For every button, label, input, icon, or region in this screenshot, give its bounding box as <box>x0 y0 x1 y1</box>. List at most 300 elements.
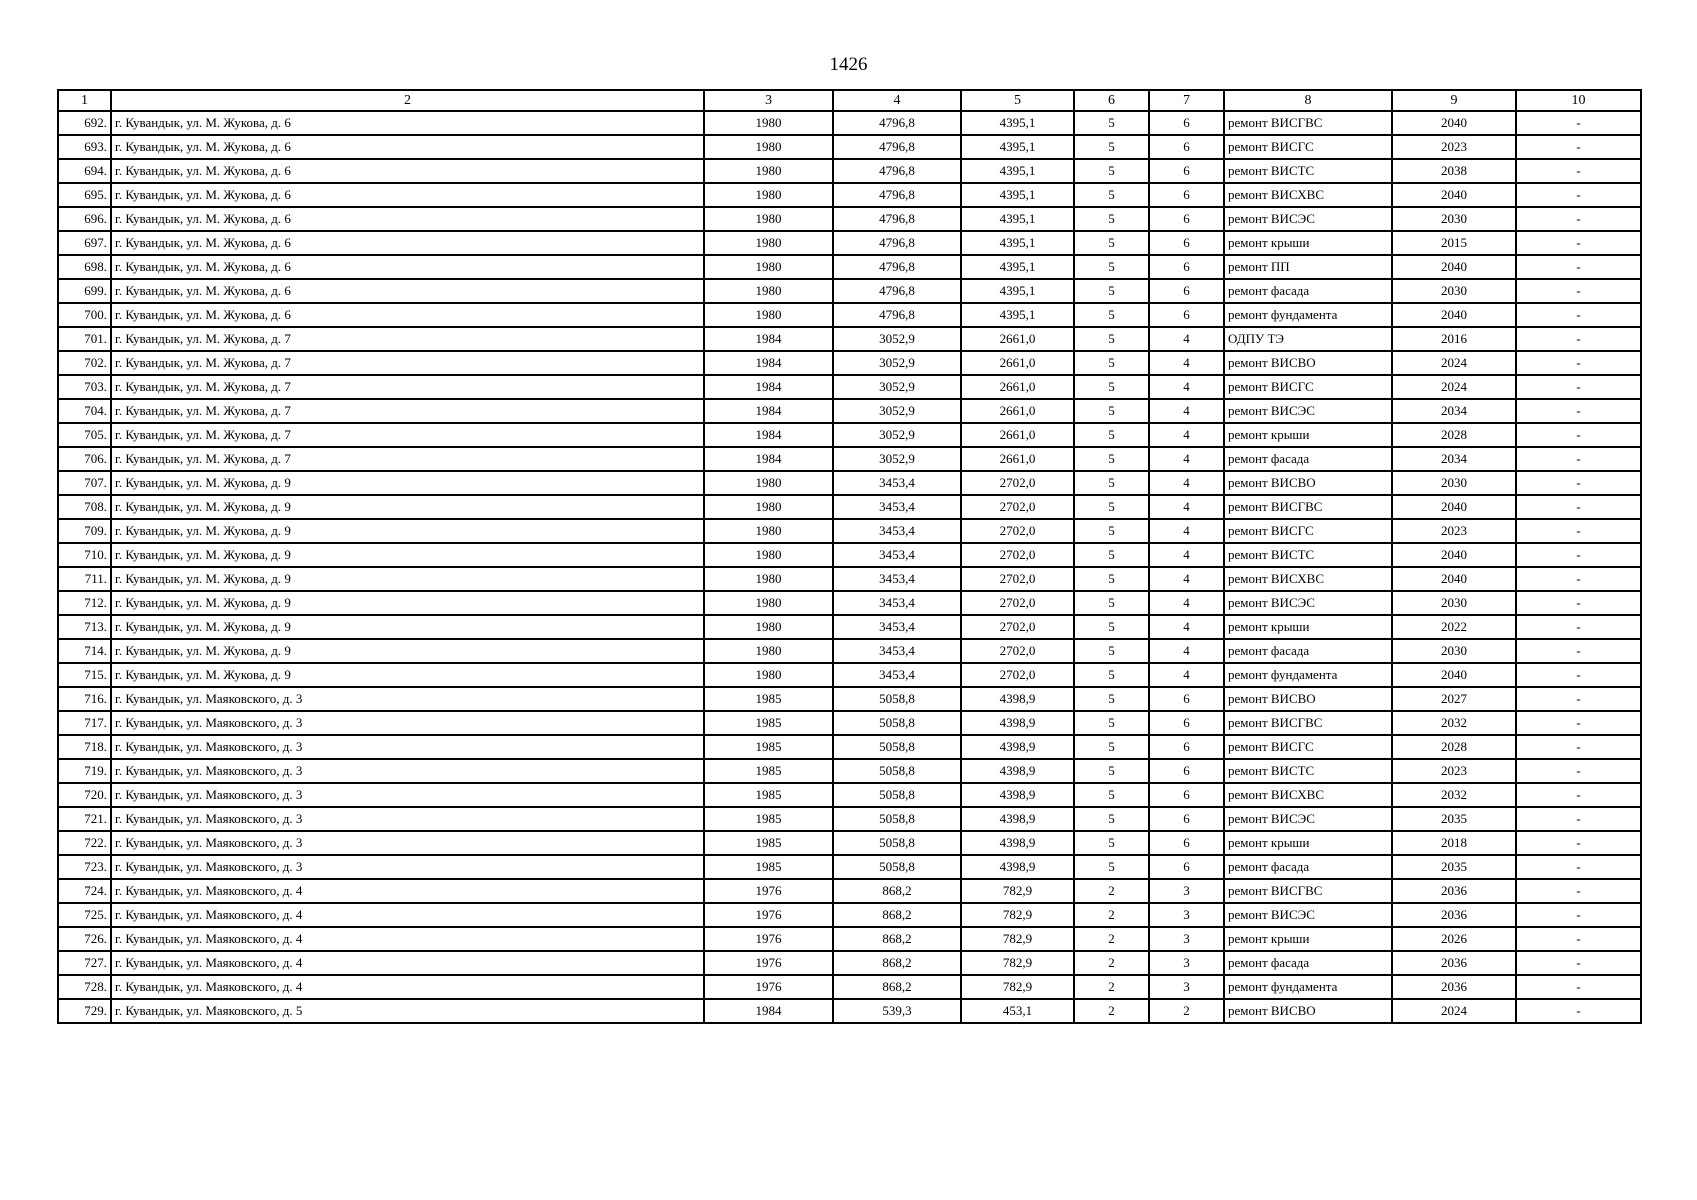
address-cell: г. Кувандык, ул. Маяковского, д. 3 <box>111 783 704 807</box>
floors-cell: 5 <box>1074 495 1149 519</box>
row-number-cell: 714. <box>58 639 111 663</box>
row-number-cell: 719. <box>58 759 111 783</box>
note-cell: - <box>1516 423 1641 447</box>
note-cell: - <box>1516 807 1641 831</box>
address-cell: г. Кувандык, ул. Маяковского, д. 4 <box>111 951 704 975</box>
year-cell: 1980 <box>704 519 833 543</box>
table-row <box>58 111 1641 135</box>
area-living-cell: 4395,1 <box>961 279 1074 303</box>
work-type-cell: ремонт ВИСВО <box>1224 999 1392 1023</box>
work-type-cell: ремонт ВИСГС <box>1224 735 1392 759</box>
table-row <box>58 687 1641 711</box>
entrances-cell: 4 <box>1149 663 1224 687</box>
area-total-cell: 3052,9 <box>833 423 961 447</box>
area-living-cell: 4398,9 <box>961 807 1074 831</box>
address-cell: г. Кувандык, ул. М. Жукова, д. 7 <box>111 327 704 351</box>
note-cell: - <box>1516 927 1641 951</box>
year-cell: 1984 <box>704 375 833 399</box>
floors-cell: 5 <box>1074 711 1149 735</box>
row-number-cell: 697. <box>58 231 111 255</box>
area-total-cell: 5058,8 <box>833 783 961 807</box>
note-cell: - <box>1516 711 1641 735</box>
work-type-cell: ремонт ВИСХВС <box>1224 567 1392 591</box>
area-living-cell: 2661,0 <box>961 447 1074 471</box>
row-number-cell: 718. <box>58 735 111 759</box>
row-number-cell: 706. <box>58 447 111 471</box>
area-total-cell: 3453,4 <box>833 471 961 495</box>
note-cell: - <box>1516 183 1641 207</box>
table-row <box>58 975 1641 999</box>
area-living-cell: 2702,0 <box>961 639 1074 663</box>
row-number-cell: 709. <box>58 519 111 543</box>
address-cell: г. Кувандык, ул. М. Жукова, д. 7 <box>111 375 704 399</box>
area-living-cell: 4395,1 <box>961 303 1074 327</box>
row-number-cell: 708. <box>58 495 111 519</box>
floors-cell: 5 <box>1074 855 1149 879</box>
area-living-cell: 2702,0 <box>961 663 1074 687</box>
year-cell: 1985 <box>704 831 833 855</box>
address-cell: г. Кувандык, ул. Маяковского, д. 4 <box>111 975 704 999</box>
area-total-cell: 3453,4 <box>833 543 961 567</box>
work-type-cell: ремонт фасада <box>1224 447 1392 471</box>
floors-cell: 5 <box>1074 639 1149 663</box>
row-number-cell: 703. <box>58 375 111 399</box>
table-row <box>58 663 1641 687</box>
area-total-cell: 5058,8 <box>833 687 961 711</box>
area-total-cell: 5058,8 <box>833 735 961 759</box>
row-number-cell: 722. <box>58 831 111 855</box>
row-number-cell: 726. <box>58 927 111 951</box>
table-row <box>58 279 1641 303</box>
year-cell: 1980 <box>704 231 833 255</box>
floors-cell: 5 <box>1074 831 1149 855</box>
floors-cell: 5 <box>1074 543 1149 567</box>
work-type-cell: ремонт ВИСГВС <box>1224 879 1392 903</box>
table-row <box>58 543 1641 567</box>
floors-cell: 5 <box>1074 615 1149 639</box>
entrances-cell: 4 <box>1149 375 1224 399</box>
row-number-cell: 729. <box>58 999 111 1023</box>
table-row <box>58 615 1641 639</box>
area-total-cell: 3453,4 <box>833 663 961 687</box>
table-row <box>58 183 1641 207</box>
table-row <box>58 231 1641 255</box>
area-living-cell: 4395,1 <box>961 183 1074 207</box>
row-number-cell: 721. <box>58 807 111 831</box>
entrances-cell: 4 <box>1149 591 1224 615</box>
address-cell: г. Кувандык, ул. М. Жукова, д. 7 <box>111 447 704 471</box>
floors-cell: 5 <box>1074 351 1149 375</box>
entrances-cell: 4 <box>1149 519 1224 543</box>
plan-year-cell: 2040 <box>1392 183 1516 207</box>
work-type-cell: ремонт ВИСВО <box>1224 351 1392 375</box>
area-total-cell: 4796,8 <box>833 303 961 327</box>
area-living-cell: 782,9 <box>961 927 1074 951</box>
entrances-cell: 6 <box>1149 759 1224 783</box>
entrances-cell: 4 <box>1149 639 1224 663</box>
floors-cell: 5 <box>1074 135 1149 159</box>
area-living-cell: 2661,0 <box>961 423 1074 447</box>
address-cell: г. Кувандык, ул. Маяковского, д. 3 <box>111 735 704 759</box>
table-row <box>58 519 1641 543</box>
year-cell: 1980 <box>704 111 833 135</box>
address-cell: г. Кувандык, ул. М. Жукова, д. 7 <box>111 423 704 447</box>
work-type-cell: ремонт ВИСГВС <box>1224 111 1392 135</box>
entrances-cell: 6 <box>1149 855 1224 879</box>
area-living-cell: 2661,0 <box>961 351 1074 375</box>
note-cell: - <box>1516 447 1641 471</box>
floors-cell: 5 <box>1074 567 1149 591</box>
work-type-cell: ремонт фундамента <box>1224 663 1392 687</box>
area-total-cell: 4796,8 <box>833 159 961 183</box>
floors-cell: 2 <box>1074 927 1149 951</box>
work-type-cell: ремонт ВИСТС <box>1224 759 1392 783</box>
plan-year-cell: 2024 <box>1392 999 1516 1023</box>
address-cell: г. Кувандык, ул. М. Жукова, д. 6 <box>111 303 704 327</box>
plan-year-cell: 2040 <box>1392 111 1516 135</box>
row-number-cell: 692. <box>58 111 111 135</box>
row-number-cell: 707. <box>58 471 111 495</box>
year-cell: 1984 <box>704 447 833 471</box>
plan-year-cell: 2040 <box>1392 567 1516 591</box>
table-body <box>58 111 1641 1023</box>
area-total-cell: 5058,8 <box>833 759 961 783</box>
floors-cell: 5 <box>1074 111 1149 135</box>
area-total-cell: 3453,4 <box>833 567 961 591</box>
entrances-cell: 6 <box>1149 183 1224 207</box>
area-total-cell: 4796,8 <box>833 207 961 231</box>
work-type-cell: ремонт крыши <box>1224 927 1392 951</box>
year-cell: 1980 <box>704 567 833 591</box>
column-header-2: 2 <box>111 90 704 111</box>
work-type-cell: ремонт крыши <box>1224 831 1392 855</box>
area-living-cell: 4398,9 <box>961 855 1074 879</box>
row-number-cell: 695. <box>58 183 111 207</box>
entrances-cell: 6 <box>1149 735 1224 759</box>
floors-cell: 5 <box>1074 807 1149 831</box>
year-cell: 1980 <box>704 543 833 567</box>
plan-year-cell: 2036 <box>1392 951 1516 975</box>
floors-cell: 5 <box>1074 423 1149 447</box>
address-cell: г. Кувандык, ул. М. Жукова, д. 6 <box>111 183 704 207</box>
plan-year-cell: 2028 <box>1392 423 1516 447</box>
plan-year-cell: 2015 <box>1392 231 1516 255</box>
plan-year-cell: 2028 <box>1392 735 1516 759</box>
year-cell: 1976 <box>704 903 833 927</box>
entrances-cell: 4 <box>1149 327 1224 351</box>
area-total-cell: 868,2 <box>833 951 961 975</box>
area-living-cell: 4398,9 <box>961 831 1074 855</box>
entrances-cell: 4 <box>1149 351 1224 375</box>
plan-year-cell: 2036 <box>1392 879 1516 903</box>
area-total-cell: 3453,4 <box>833 615 961 639</box>
area-total-cell: 4796,8 <box>833 255 961 279</box>
address-cell: г. Кувандык, ул. М. Жукова, д. 9 <box>111 519 704 543</box>
area-total-cell: 3453,4 <box>833 639 961 663</box>
plan-year-cell: 2040 <box>1392 303 1516 327</box>
area-living-cell: 2661,0 <box>961 327 1074 351</box>
note-cell: - <box>1516 567 1641 591</box>
entrances-cell: 4 <box>1149 471 1224 495</box>
area-living-cell: 4398,9 <box>961 687 1074 711</box>
area-living-cell: 2702,0 <box>961 615 1074 639</box>
address-cell: г. Кувандык, ул. М. Жукова, д. 6 <box>111 279 704 303</box>
work-type-cell: ремонт ПП <box>1224 255 1392 279</box>
work-type-cell: ремонт крыши <box>1224 231 1392 255</box>
area-total-cell: 4796,8 <box>833 111 961 135</box>
entrances-cell: 6 <box>1149 255 1224 279</box>
entrances-cell: 6 <box>1149 279 1224 303</box>
entrances-cell: 4 <box>1149 423 1224 447</box>
work-type-cell: ремонт ВИСХВС <box>1224 783 1392 807</box>
year-cell: 1980 <box>704 255 833 279</box>
floors-cell: 5 <box>1074 471 1149 495</box>
note-cell: - <box>1516 159 1641 183</box>
year-cell: 1984 <box>704 351 833 375</box>
table-row <box>58 159 1641 183</box>
note-cell: - <box>1516 879 1641 903</box>
address-cell: г. Кувандык, ул. М. Жукова, д. 9 <box>111 567 704 591</box>
year-cell: 1980 <box>704 279 833 303</box>
year-cell: 1984 <box>704 399 833 423</box>
area-total-cell: 3453,4 <box>833 495 961 519</box>
address-cell: г. Кувандык, ул. М. Жукова, д. 9 <box>111 591 704 615</box>
plan-year-cell: 2024 <box>1392 351 1516 375</box>
address-cell: г. Кувандык, ул. М. Жукова, д. 9 <box>111 615 704 639</box>
note-cell: - <box>1516 591 1641 615</box>
work-type-cell: ремонт ВИСЭС <box>1224 591 1392 615</box>
row-number-cell: 725. <box>58 903 111 927</box>
table-row <box>58 135 1641 159</box>
entrances-cell: 6 <box>1149 135 1224 159</box>
note-cell: - <box>1516 519 1641 543</box>
address-cell: г. Кувандык, ул. Маяковского, д. 4 <box>111 927 704 951</box>
address-cell: г. Кувандык, ул. М. Жукова, д. 9 <box>111 471 704 495</box>
row-number-cell: 702. <box>58 351 111 375</box>
plan-year-cell: 2040 <box>1392 663 1516 687</box>
entrances-cell: 4 <box>1149 399 1224 423</box>
floors-cell: 5 <box>1074 783 1149 807</box>
table-row <box>58 903 1641 927</box>
year-cell: 1976 <box>704 879 833 903</box>
entrances-cell: 6 <box>1149 807 1224 831</box>
work-type-cell: ремонт ВИСГВС <box>1224 711 1392 735</box>
floors-cell: 5 <box>1074 207 1149 231</box>
area-living-cell: 2702,0 <box>961 519 1074 543</box>
work-type-cell: ремонт ВИСЭС <box>1224 903 1392 927</box>
note-cell: - <box>1516 759 1641 783</box>
year-cell: 1985 <box>704 807 833 831</box>
register-table <box>57 89 1642 1024</box>
area-total-cell: 3052,9 <box>833 399 961 423</box>
address-cell: г. Кувандык, ул. М. Жукова, д. 6 <box>111 135 704 159</box>
plan-year-cell: 2030 <box>1392 591 1516 615</box>
address-cell: г. Кувандык, ул. М. Жукова, д. 9 <box>111 543 704 567</box>
address-cell: г. Кувандык, ул. Маяковского, д. 3 <box>111 759 704 783</box>
row-number-cell: 728. <box>58 975 111 999</box>
area-living-cell: 782,9 <box>961 903 1074 927</box>
note-cell: - <box>1516 951 1641 975</box>
year-cell: 1985 <box>704 783 833 807</box>
area-total-cell: 3453,4 <box>833 591 961 615</box>
entrances-cell: 3 <box>1149 903 1224 927</box>
work-type-cell: ремонт ВИСХВС <box>1224 183 1392 207</box>
area-living-cell: 4395,1 <box>961 111 1074 135</box>
year-cell: 1976 <box>704 975 833 999</box>
work-type-cell: ОДПУ ТЭ <box>1224 327 1392 351</box>
note-cell: - <box>1516 495 1641 519</box>
year-cell: 1980 <box>704 591 833 615</box>
table-row <box>58 783 1641 807</box>
plan-year-cell: 2030 <box>1392 639 1516 663</box>
floors-cell: 2 <box>1074 951 1149 975</box>
entrances-cell: 6 <box>1149 783 1224 807</box>
area-living-cell: 782,9 <box>961 951 1074 975</box>
note-cell: - <box>1516 975 1641 999</box>
table-row <box>58 879 1641 903</box>
plan-year-cell: 2016 <box>1392 327 1516 351</box>
work-type-cell: ремонт фасада <box>1224 639 1392 663</box>
work-type-cell: ремонт ВИСЭС <box>1224 207 1392 231</box>
table-row <box>58 855 1641 879</box>
row-number-cell: 693. <box>58 135 111 159</box>
note-cell: - <box>1516 351 1641 375</box>
address-cell: г. Кувандык, ул. М. Жукова, д. 7 <box>111 399 704 423</box>
row-number-cell: 715. <box>58 663 111 687</box>
area-living-cell: 2702,0 <box>961 471 1074 495</box>
entrances-cell: 4 <box>1149 447 1224 471</box>
floors-cell: 5 <box>1074 375 1149 399</box>
row-number-cell: 717. <box>58 711 111 735</box>
area-living-cell: 4395,1 <box>961 255 1074 279</box>
work-type-cell: ремонт ВИСЭС <box>1224 399 1392 423</box>
work-type-cell: ремонт крыши <box>1224 423 1392 447</box>
address-cell: г. Кувандык, ул. Маяковского, д. 5 <box>111 999 704 1023</box>
row-number-cell: 696. <box>58 207 111 231</box>
entrances-cell: 6 <box>1149 231 1224 255</box>
column-header-1: 1 <box>58 90 111 111</box>
work-type-cell: ремонт фундамента <box>1224 975 1392 999</box>
work-type-cell: ремонт фасада <box>1224 279 1392 303</box>
area-total-cell: 868,2 <box>833 879 961 903</box>
note-cell: - <box>1516 639 1641 663</box>
plan-year-cell: 2023 <box>1392 519 1516 543</box>
entrances-cell: 3 <box>1149 951 1224 975</box>
table-row <box>58 831 1641 855</box>
note-cell: - <box>1516 783 1641 807</box>
entrances-cell: 6 <box>1149 159 1224 183</box>
plan-year-cell: 2034 <box>1392 447 1516 471</box>
area-total-cell: 3052,9 <box>833 447 961 471</box>
plan-year-cell: 2018 <box>1392 831 1516 855</box>
plan-year-cell: 2040 <box>1392 495 1516 519</box>
note-cell: - <box>1516 303 1641 327</box>
address-cell: г. Кувандык, ул. М. Жукова, д. 6 <box>111 231 704 255</box>
area-living-cell: 782,9 <box>961 879 1074 903</box>
entrances-cell: 6 <box>1149 303 1224 327</box>
area-living-cell: 2661,0 <box>961 399 1074 423</box>
row-number-cell: 711. <box>58 567 111 591</box>
address-cell: г. Кувандык, ул. Маяковского, д. 4 <box>111 879 704 903</box>
plan-year-cell: 2030 <box>1392 279 1516 303</box>
entrances-cell: 3 <box>1149 927 1224 951</box>
area-total-cell: 868,2 <box>833 975 961 999</box>
floors-cell: 2 <box>1074 879 1149 903</box>
area-total-cell: 4796,8 <box>833 279 961 303</box>
table-row <box>58 759 1641 783</box>
year-cell: 1980 <box>704 135 833 159</box>
table-row <box>58 639 1641 663</box>
year-cell: 1980 <box>704 663 833 687</box>
work-type-cell: ремонт ВИСТС <box>1224 159 1392 183</box>
work-type-cell: ремонт фасада <box>1224 951 1392 975</box>
floors-cell: 5 <box>1074 447 1149 471</box>
area-living-cell: 2702,0 <box>961 543 1074 567</box>
plan-year-cell: 2023 <box>1392 759 1516 783</box>
area-total-cell: 5058,8 <box>833 807 961 831</box>
area-living-cell: 4395,1 <box>961 159 1074 183</box>
area-living-cell: 4395,1 <box>961 207 1074 231</box>
floors-cell: 2 <box>1074 999 1149 1023</box>
entrances-cell: 4 <box>1149 615 1224 639</box>
row-number-cell: 720. <box>58 783 111 807</box>
area-total-cell: 3052,9 <box>833 375 961 399</box>
area-living-cell: 2702,0 <box>961 591 1074 615</box>
table-row <box>58 735 1641 759</box>
work-type-cell: ремонт ВИСВО <box>1224 471 1392 495</box>
area-living-cell: 4398,9 <box>961 711 1074 735</box>
floors-cell: 5 <box>1074 687 1149 711</box>
year-cell: 1985 <box>704 855 833 879</box>
year-cell: 1976 <box>704 927 833 951</box>
year-cell: 1980 <box>704 471 833 495</box>
address-cell: г. Кувандык, ул. М. Жукова, д. 6 <box>111 111 704 135</box>
plan-year-cell: 2030 <box>1392 471 1516 495</box>
floors-cell: 5 <box>1074 303 1149 327</box>
note-cell: - <box>1516 399 1641 423</box>
table-row <box>58 303 1641 327</box>
row-number-cell: 698. <box>58 255 111 279</box>
year-cell: 1980 <box>704 639 833 663</box>
area-living-cell: 4398,9 <box>961 759 1074 783</box>
table-row <box>58 423 1641 447</box>
work-type-cell: ремонт ВИСГС <box>1224 375 1392 399</box>
plan-year-cell: 2038 <box>1392 159 1516 183</box>
year-cell: 1980 <box>704 207 833 231</box>
address-cell: г. Кувандык, ул. Маяковского, д. 4 <box>111 903 704 927</box>
floors-cell: 2 <box>1074 975 1149 999</box>
area-total-cell: 3052,9 <box>833 351 961 375</box>
note-cell: - <box>1516 471 1641 495</box>
note-cell: - <box>1516 543 1641 567</box>
plan-year-cell: 2034 <box>1392 399 1516 423</box>
work-type-cell: ремонт ВИСГВС <box>1224 495 1392 519</box>
plan-year-cell: 2040 <box>1392 255 1516 279</box>
year-cell: 1984 <box>704 999 833 1023</box>
row-number-cell: 723. <box>58 855 111 879</box>
note-cell: - <box>1516 255 1641 279</box>
area-total-cell: 3453,4 <box>833 519 961 543</box>
address-cell: г. Кувандык, ул. М. Жукова, д. 9 <box>111 639 704 663</box>
floors-cell: 5 <box>1074 735 1149 759</box>
column-header-9: 9 <box>1392 90 1516 111</box>
area-living-cell: 4398,9 <box>961 735 1074 759</box>
area-total-cell: 868,2 <box>833 903 961 927</box>
address-cell: г. Кувандык, ул. М. Жукова, д. 6 <box>111 207 704 231</box>
floors-cell: 5 <box>1074 183 1149 207</box>
note-cell: - <box>1516 135 1641 159</box>
row-number-cell: 713. <box>58 615 111 639</box>
